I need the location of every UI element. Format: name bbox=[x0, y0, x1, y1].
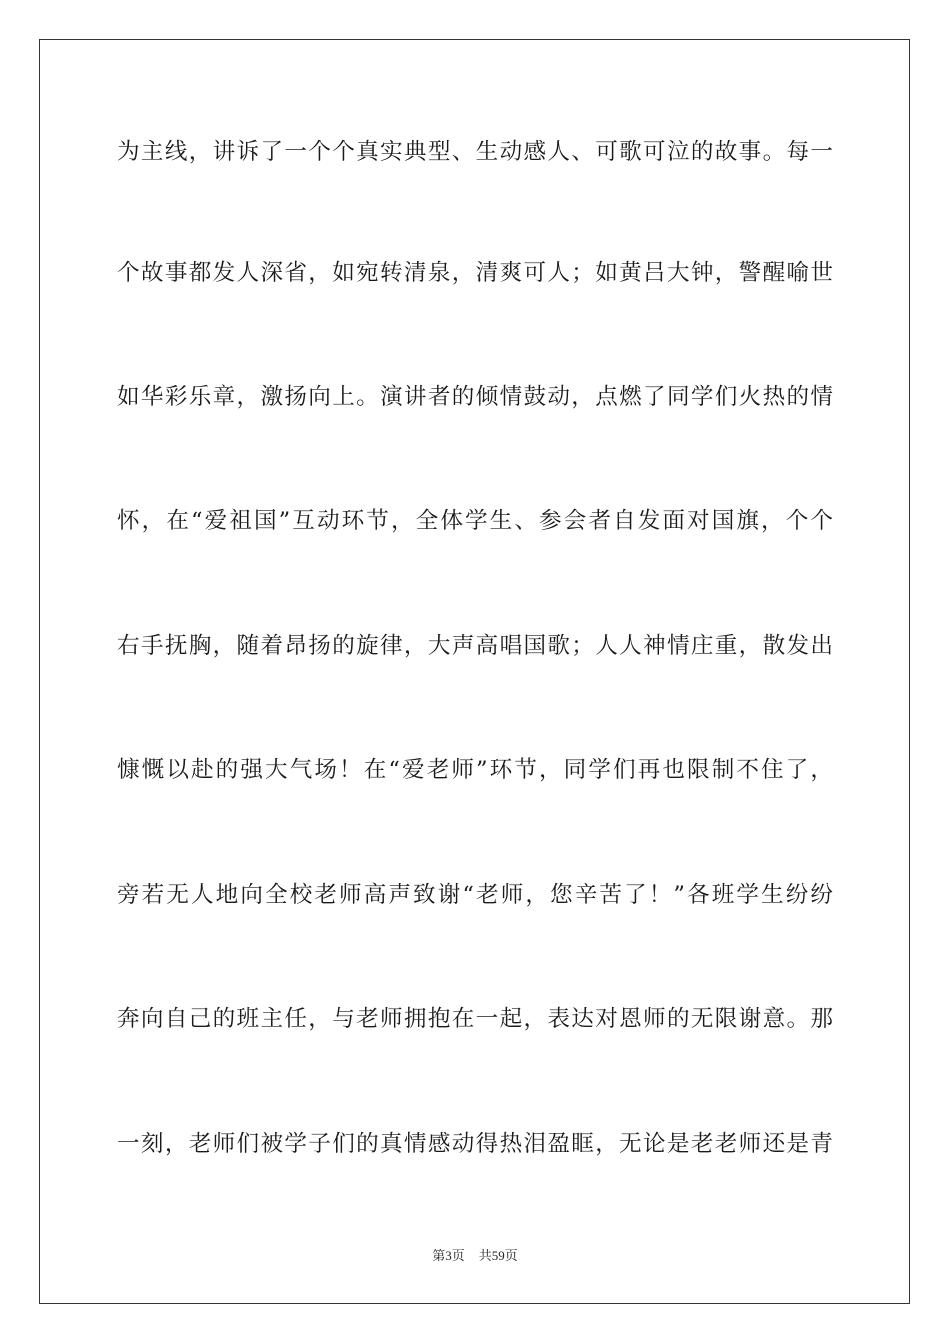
text-line: 旁若无人地向全校老师高声致谢“老师，您辛苦了！”各班学生纷纷 bbox=[117, 882, 833, 908]
text-line: 怀，在“爱祖国”互动环节，全体学生、参会者自发面对国旗，个个 bbox=[117, 508, 833, 534]
page-number: 第3页 bbox=[432, 1248, 465, 1263]
text-line: 个故事都发人深省，如宛转清泉，清爽可人；如黄吕大钟，警醒喻世 bbox=[117, 260, 833, 286]
text-line: 为主线，讲诉了一个个真实典型、生动感人、可歌可泣的故事。每一 bbox=[117, 139, 833, 165]
text-line: 慷慨以赴的强大气场！在“爱老师”环节，同学们再也限制不住了， bbox=[117, 757, 833, 783]
total-pages: 共59页 bbox=[478, 1248, 518, 1263]
text-line: 如华彩乐章，激扬向上。演讲者的倾情鼓动，点燃了同学们火热的情 bbox=[117, 384, 833, 410]
text-line: 一刻，老师们被学子们的真情感动得热泪盈眶，无论是老老师还是青 bbox=[117, 1131, 833, 1157]
page-border bbox=[39, 39, 910, 1304]
text-line: 右手抚胸，随着昂扬的旋律，大声高唱国歌；人人神情庄重，散发出 bbox=[117, 633, 833, 659]
text-line: 奔向自己的班主任，与老师拥抱在一起，表达对恩师的无限谢意。那 bbox=[117, 1006, 833, 1032]
page-footer bbox=[0, 1246, 950, 1266]
